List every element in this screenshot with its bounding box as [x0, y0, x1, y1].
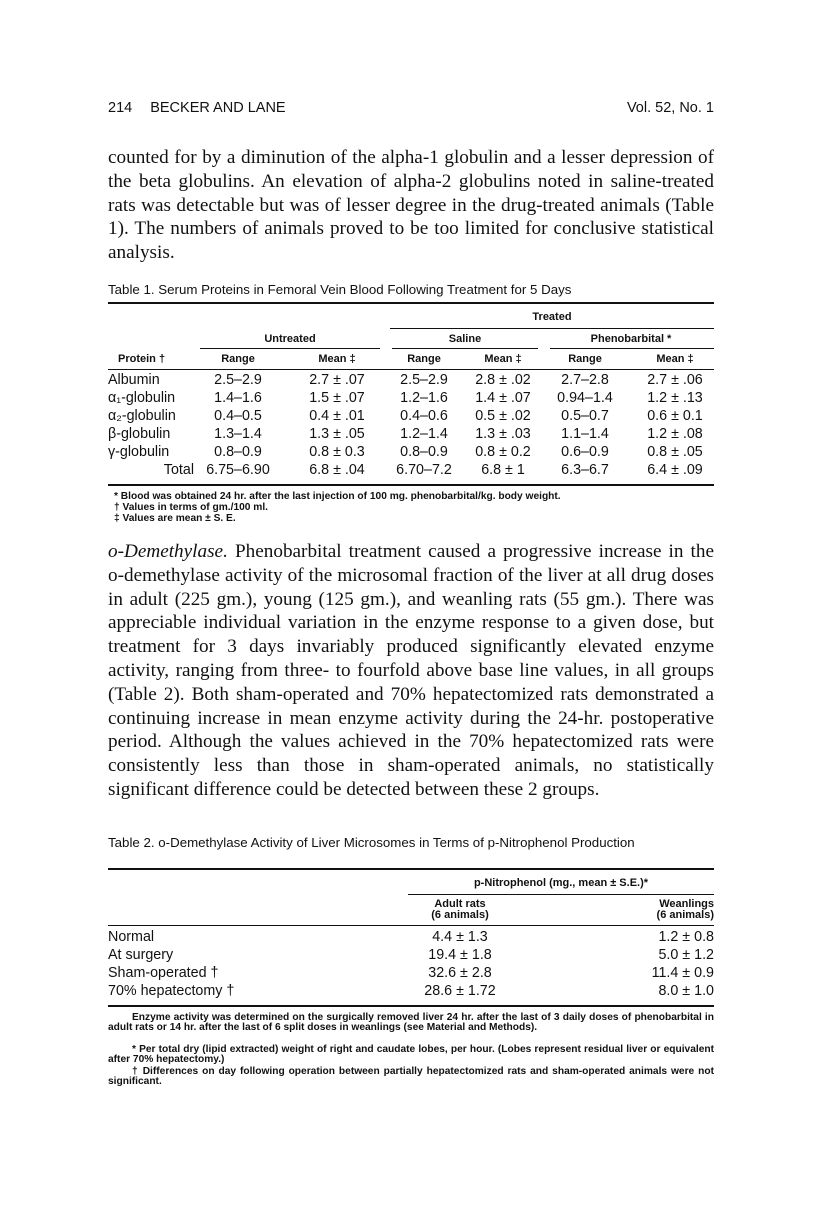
table1-cell: 0.8 ± .05	[647, 444, 703, 460]
table1-row-protein: Total	[163, 462, 194, 478]
section-lead: o-Demethylase.	[108, 541, 228, 562]
page-number: 214	[108, 100, 133, 116]
table1-cell: 0.8 ± 0.3	[309, 444, 365, 460]
table1-cell: 0.4–0.6	[400, 408, 448, 424]
table1-untreated-rule	[200, 348, 380, 349]
table1-cell: 6.3–6.7	[561, 462, 609, 478]
table1-cell: 1.3 ± .05	[309, 426, 365, 442]
table2-footnote: † Differences on day following operation between partially hepatectomized rats and sham-operated animals were not significant.	[108, 1066, 714, 1088]
table2-adult-header-line2: (6 animals)	[431, 909, 489, 921]
table2-cell: 28.6 ± 1.72	[424, 983, 496, 999]
table1-cell: 1.4 ± .07	[475, 390, 531, 406]
table1-cell: 2.7 ± .06	[647, 372, 703, 388]
table1-cell: 1.3 ± .03	[475, 426, 531, 442]
table2-cell: 32.6 ± 2.8	[428, 965, 492, 981]
table1-footnote: † Values in terms of gm./100 ml.	[114, 502, 269, 513]
table1-row-protein: α₂-globulin	[108, 408, 176, 424]
table1-cell: 6.8 ± .04	[309, 462, 365, 478]
table2-adult-header-line1: Adult rats	[434, 898, 486, 910]
table1-bottom-rule	[108, 484, 714, 486]
paragraph-continuation: counted for by a diminution of the alpha-1 globulin and a lesser depression of the beta globulins. An elevation of alpha-2 globulins noted in saline-treated rats was detectable but was of lesser degree in the drug-treated animals (Table 1). The numbers of animals proved to be too limited for conclusive statistical analysis.	[108, 147, 714, 264]
table1-saline-mean-header: Mean ‡	[484, 353, 522, 365]
table2-cell: 4.4 ± 1.3	[432, 929, 488, 945]
table1-cell: 0.6–0.9	[561, 444, 609, 460]
table1-untreated-range-header: Range	[221, 353, 255, 365]
table2-span-rule	[408, 894, 714, 895]
table2-weanling-header	[588, 899, 714, 921]
table1-phenobarbital-rule	[550, 348, 714, 349]
table1-row-protein: γ-globulin	[108, 444, 170, 460]
paragraph-demethylase	[108, 540, 714, 802]
table1-footnote: * Blood was obtained 24 hr. after the last injection of 100 mg. phenobarbital/kg. body weight.	[114, 491, 561, 502]
table1-row-protein: β-globulin	[108, 426, 171, 442]
volume-info: Vol. 52, No. 1	[626, 100, 714, 116]
table2-cell: 1.2 ± 0.8	[658, 929, 714, 945]
table2-row-label: Sham-operated †	[108, 965, 219, 981]
table1-saline-range-header: Range	[407, 353, 441, 365]
table1-cell: 0.94–1.4	[557, 390, 613, 406]
table2-row-label: At surgery	[108, 947, 174, 963]
table1-pheno-mean-header: Mean ‡	[656, 353, 694, 365]
table1-pheno-range-header: Range	[568, 353, 602, 365]
table1-footnote: ‡ Values are mean ± S. E.	[114, 513, 236, 524]
table2-cell: 11.4 ± 0.9	[651, 965, 714, 981]
table1-cell: 0.6 ± 0.1	[647, 408, 703, 424]
table2-note: Enzyme activity was determined on the surgically removed liver 24 hr. after the last of 3 daily doses of phenobarbital in adult rats or 14 hr. after the last of 6 split doses in weanlings (see Material and Methods).	[108, 1012, 714, 1034]
table2-row-label: 70% hepatectomy †	[108, 983, 235, 999]
table1-untreated-mean-header: Mean ‡	[318, 353, 356, 365]
table2-caption: Table 2. o-Demethylase Activity of Liver Microsomes in Terms of p-Nitrophenol Production	[108, 835, 635, 850]
table1-cell: 6.4 ± .09	[647, 462, 703, 478]
table1-cell: 2.7 ± .07	[309, 372, 365, 388]
table2-bottom-rule	[108, 1005, 714, 1007]
table1-cell: 1.4–1.6	[214, 390, 262, 406]
table1-cell: 1.2–1.6	[400, 390, 448, 406]
table1-cell: 2.8 ± .02	[475, 372, 531, 388]
table1-phenobarbital-header: Phenobarbital *	[590, 333, 672, 345]
table1-cell: 1.2 ± .13	[647, 390, 703, 406]
table1-row-protein: Albumin	[108, 372, 160, 388]
table1-treated-rule	[390, 328, 714, 329]
table1-cell: 1.2 ± .08	[647, 426, 703, 442]
table1-cell: 6.70–7.2	[396, 462, 452, 478]
table2-cell: 19.4 ± 1.8	[428, 947, 492, 963]
running-header	[108, 100, 714, 120]
table1-cell: 0.5 ± .02	[475, 408, 531, 424]
table1-cell: 0.8–0.9	[214, 444, 262, 460]
table1-cell: 1.5 ± .07	[309, 390, 365, 406]
table1-cell: 0.8 ± 0.2	[475, 444, 531, 460]
table1-cell: 2.7–2.8	[561, 372, 609, 388]
table1-cell: 0.5–0.7	[561, 408, 609, 424]
table1-untreated-header: Untreated	[264, 333, 316, 345]
table1-cell: 1.1–1.4	[561, 426, 609, 442]
table1-cell: 6.75–6.90	[206, 462, 270, 478]
table1-caption: Table 1. Serum Proteins in Femoral Vein Blood Following Treatment for 5 Days	[108, 282, 572, 297]
table1-saline-rule	[392, 348, 538, 349]
table1-protein-header: Protein †	[118, 353, 166, 365]
table1-row-protein: α₁-globulin	[108, 390, 176, 406]
table2-header-rule	[108, 925, 714, 926]
table1-header-rule	[108, 369, 714, 370]
table1-cell: 2.5–2.9	[400, 372, 448, 388]
table2-span-header: p-Nitrophenol (mg., mean ± S.E.)*	[473, 877, 649, 889]
table1-cell: 1.2–1.4	[400, 426, 448, 442]
table1-cell: 0.8–0.9	[400, 444, 448, 460]
table1-cell: 0.4 ± .01	[309, 408, 365, 424]
running-authors: BECKER AND LANE	[150, 100, 286, 116]
table2-row-label: Normal	[108, 929, 155, 945]
table2-weanling-header-line1: Weanlings	[659, 898, 714, 910]
paragraph-body: Phenobarbital treatment caused a progressive increase in the o-demethylase activity of the microsomal fraction of the liver at all drug doses in adult (225 gm.), young (125 gm.), and weanling rats (55 gm.). There was appreciable individual variation in the enzyme response to a given dose, but treatment for 3 days invariably produced significantly elevated enzyme activity, ranging from three- to fourfold above base line values, in all groups (Table 2). Both sham-operated and 70% hepatectomized rats demonstrated a continuing increase in mean enzyme activity during the 24-hr. postoperative period. Although the values achieved in the 70% hepatectomized rats were consistently less than those in sham-operated animals, no statistically significant difference could be detected between these 2 groups.	[108, 541, 714, 800]
table2-weanling-header-line2: (6 animals)	[656, 909, 714, 921]
table1-treated-header: Treated	[532, 311, 572, 323]
table2-top-rule	[108, 868, 714, 870]
table2-cell: 5.0 ± 1.2	[658, 947, 714, 963]
table1-saline-header: Saline	[448, 333, 482, 345]
table1-cell: 1.3–1.4	[214, 426, 262, 442]
table1-cell: 2.5–2.9	[214, 372, 262, 388]
table1-cell: 0.4–0.5	[214, 408, 262, 424]
table2-adult-header	[408, 899, 512, 921]
table2-cell: 8.0 ± 1.0	[658, 983, 714, 999]
table1-top-rule	[108, 302, 714, 304]
table1-cell: 6.8 ± 1	[481, 462, 525, 478]
table2-footnote: * Per total dry (lipid extracted) weight of right and caudate lobes, per hour. (Lobes represent residual liver or equivalent after 70% hepatectomy.)	[108, 1044, 714, 1066]
